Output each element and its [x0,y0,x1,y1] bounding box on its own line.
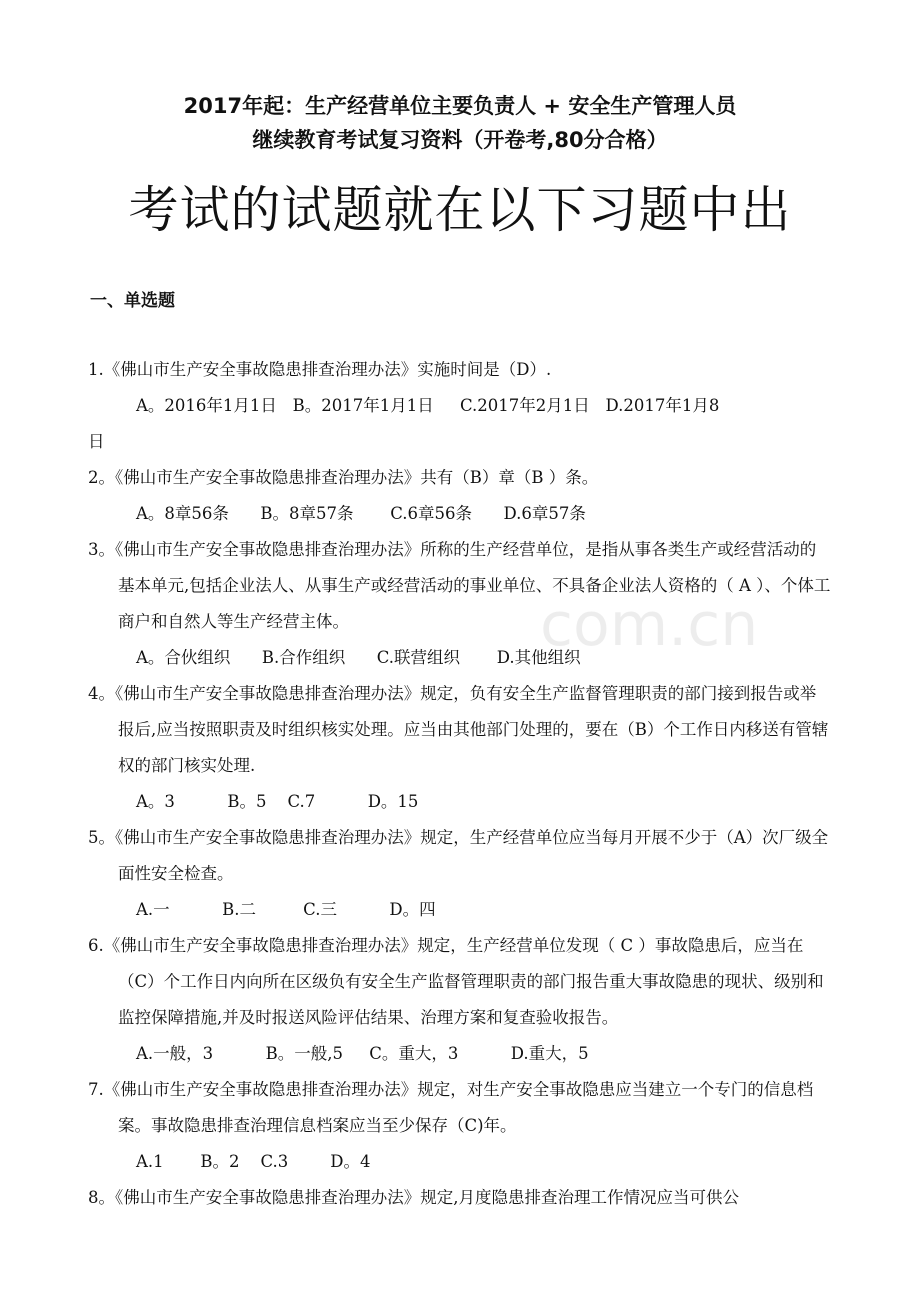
question-options: A。合伙组织 B.合作组织 C.联营组织 D.其他组织 [136,648,581,667]
question-stem: 2。《佛山市生产安全事故隐患排查治理办法》共有（B）章（B ）条。 [88,468,599,487]
question-stem: 7.《佛山市生产安全事故隐患排查治理办法》规定，对生产安全事故隐患应当建立一个专门的信息档案。事故隐患排查治理信息档案应当至少保存（C)年。 [88,1080,814,1135]
watermark: com.cn [540,590,759,660]
question-1 [88,352,832,460]
header-line-2: 继续教育考试复习资料（开卷考,80分合格） [252,128,668,152]
question-options: A.1 B。2 C.3 D。4 [136,1152,371,1171]
question-options: A.一般，3 B。一般,5 C。重大，3 D.重大，5 [136,1044,589,1063]
question-options: A.一 B.二 C.三 D。四 [136,900,436,919]
question-options: A。3 B。5 C.7 D。15 [136,792,419,811]
section-title: 一、单选题 [90,291,175,311]
question-stem: 5。《佛山市生产安全事故隐患排查治理办法》规定，生产经营单位应当每月开展不少于（A）次厂级全面性安全检查。 [88,828,829,883]
question-list [88,352,832,1216]
question-8 [88,1180,832,1216]
question-2 [88,460,832,532]
question-stem: 1.《佛山市生产安全事故隐患排查治理办法》实施时间是（D）. [88,360,552,379]
question-options: A。2016年1月1日 B。2017年1月1日 C.2017年2月1日 D.2017年1月8 [136,396,720,415]
question-5 [88,820,832,928]
question-stem: 8。《佛山市生产安全事故隐患排查治理办法》规定,月度隐患排查治理工作情况应当可供公 [88,1188,739,1207]
question-stem: 4。《佛山市生产安全事故隐患排查治理办法》规定，负有安全生产监督管理职责的部门接到报告或举报后,应当按照职责及时组织核实处理。应当由其他部门处理的，要在（B）个工作日内移送有管辖权的部门核实处理. [88,684,829,775]
big-title: 考试的试题就在以下习题中出 [128,181,792,239]
question-options-wrap: 日 [88,432,105,451]
header-line-1: 2017年起：生产经营单位主要负责人 + 安全生产管理人员 [183,94,737,118]
question-7 [88,1072,832,1180]
question-options: A。8章56条 B。8章57条 C.6章56条 D.6章57条 [136,504,586,523]
question-3 [88,532,832,676]
question-stem: 3。《佛山市生产安全事故隐患排查治理办法》所称的生产经营单位，是指从事各类生产或经营活动的基本单元,包括企业法人、从事生产或经营活动的事业单位、不具备企业法人资格的（ A ）、个体工商户和自然人等生产经营主体。 [88,540,831,631]
question-4 [88,676,832,820]
question-stem: 6.《佛山市生产安全事故隐患排查治理办法》规定，生产经营单位发现（ C ）事故隐患后，应当在（C）个工作日内向所在区级负有安全生产监督管理职责的部门报告重大事故隐患的现状、级别和监控保障措施,并及时报送风险评估结果、治理方案和复查验收报告。 [88,936,824,1027]
question-6 [88,928,832,1072]
